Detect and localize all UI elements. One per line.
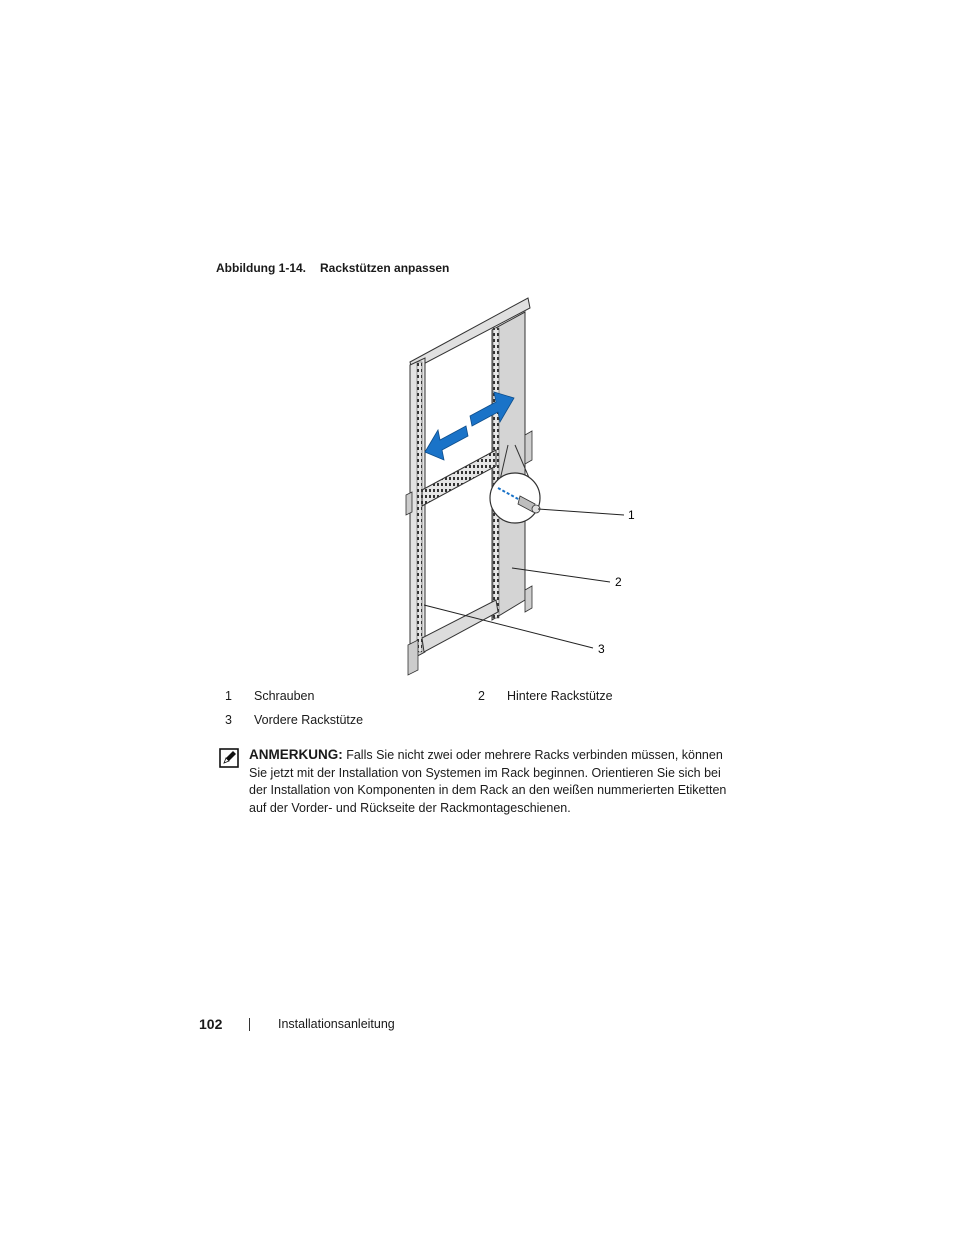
footer-divider xyxy=(249,1018,250,1031)
middle-crossbar xyxy=(422,450,496,506)
legend-item-2 xyxy=(478,689,613,703)
arrow-left-icon xyxy=(425,426,468,460)
callout-1: 1 xyxy=(628,508,635,522)
leader-1 xyxy=(538,509,624,515)
legend-text: Hintere Rackstütze xyxy=(507,689,613,703)
figure-title: Rackstützen anpassen xyxy=(320,261,450,275)
note-pencil-icon xyxy=(219,748,239,768)
legend-num: 1 xyxy=(225,689,232,703)
callout-2: 2 xyxy=(615,575,622,589)
rear-rack-post xyxy=(492,312,532,620)
front-rack-post xyxy=(406,358,425,675)
note-paragraph xyxy=(249,746,729,817)
note-label: ANMERKUNG: xyxy=(249,747,343,762)
legend-num: 2 xyxy=(478,689,485,703)
legend-text: Vordere Rackstütze xyxy=(254,713,364,727)
rack-illustration xyxy=(380,290,660,680)
note-text: Falls Sie nicht zwei oder mehrere Racks verbinden müssen, können Sie jetzt mit der Installation von Systemen im Rack beginnen. Orientieren Sie sich bei der Installation von Komponenten in dem Rack an den weißen nummerierten Etiketten auf der Vorder- und Rückseite der Rackmontageschienen. xyxy=(249,748,727,815)
legend-item-3 xyxy=(225,713,364,727)
page-number: 102 xyxy=(199,1016,223,1032)
legend-text: Schrauben xyxy=(254,689,315,703)
footer-title: Installationsanleitung xyxy=(278,1017,395,1031)
leader-2 xyxy=(512,568,610,582)
figure-label: Abbildung 1-14. xyxy=(216,261,306,275)
figure-caption xyxy=(216,261,449,275)
callout-3: 3 xyxy=(598,642,605,656)
legend-item-1 xyxy=(225,689,315,703)
legend-num: 3 xyxy=(225,713,232,727)
